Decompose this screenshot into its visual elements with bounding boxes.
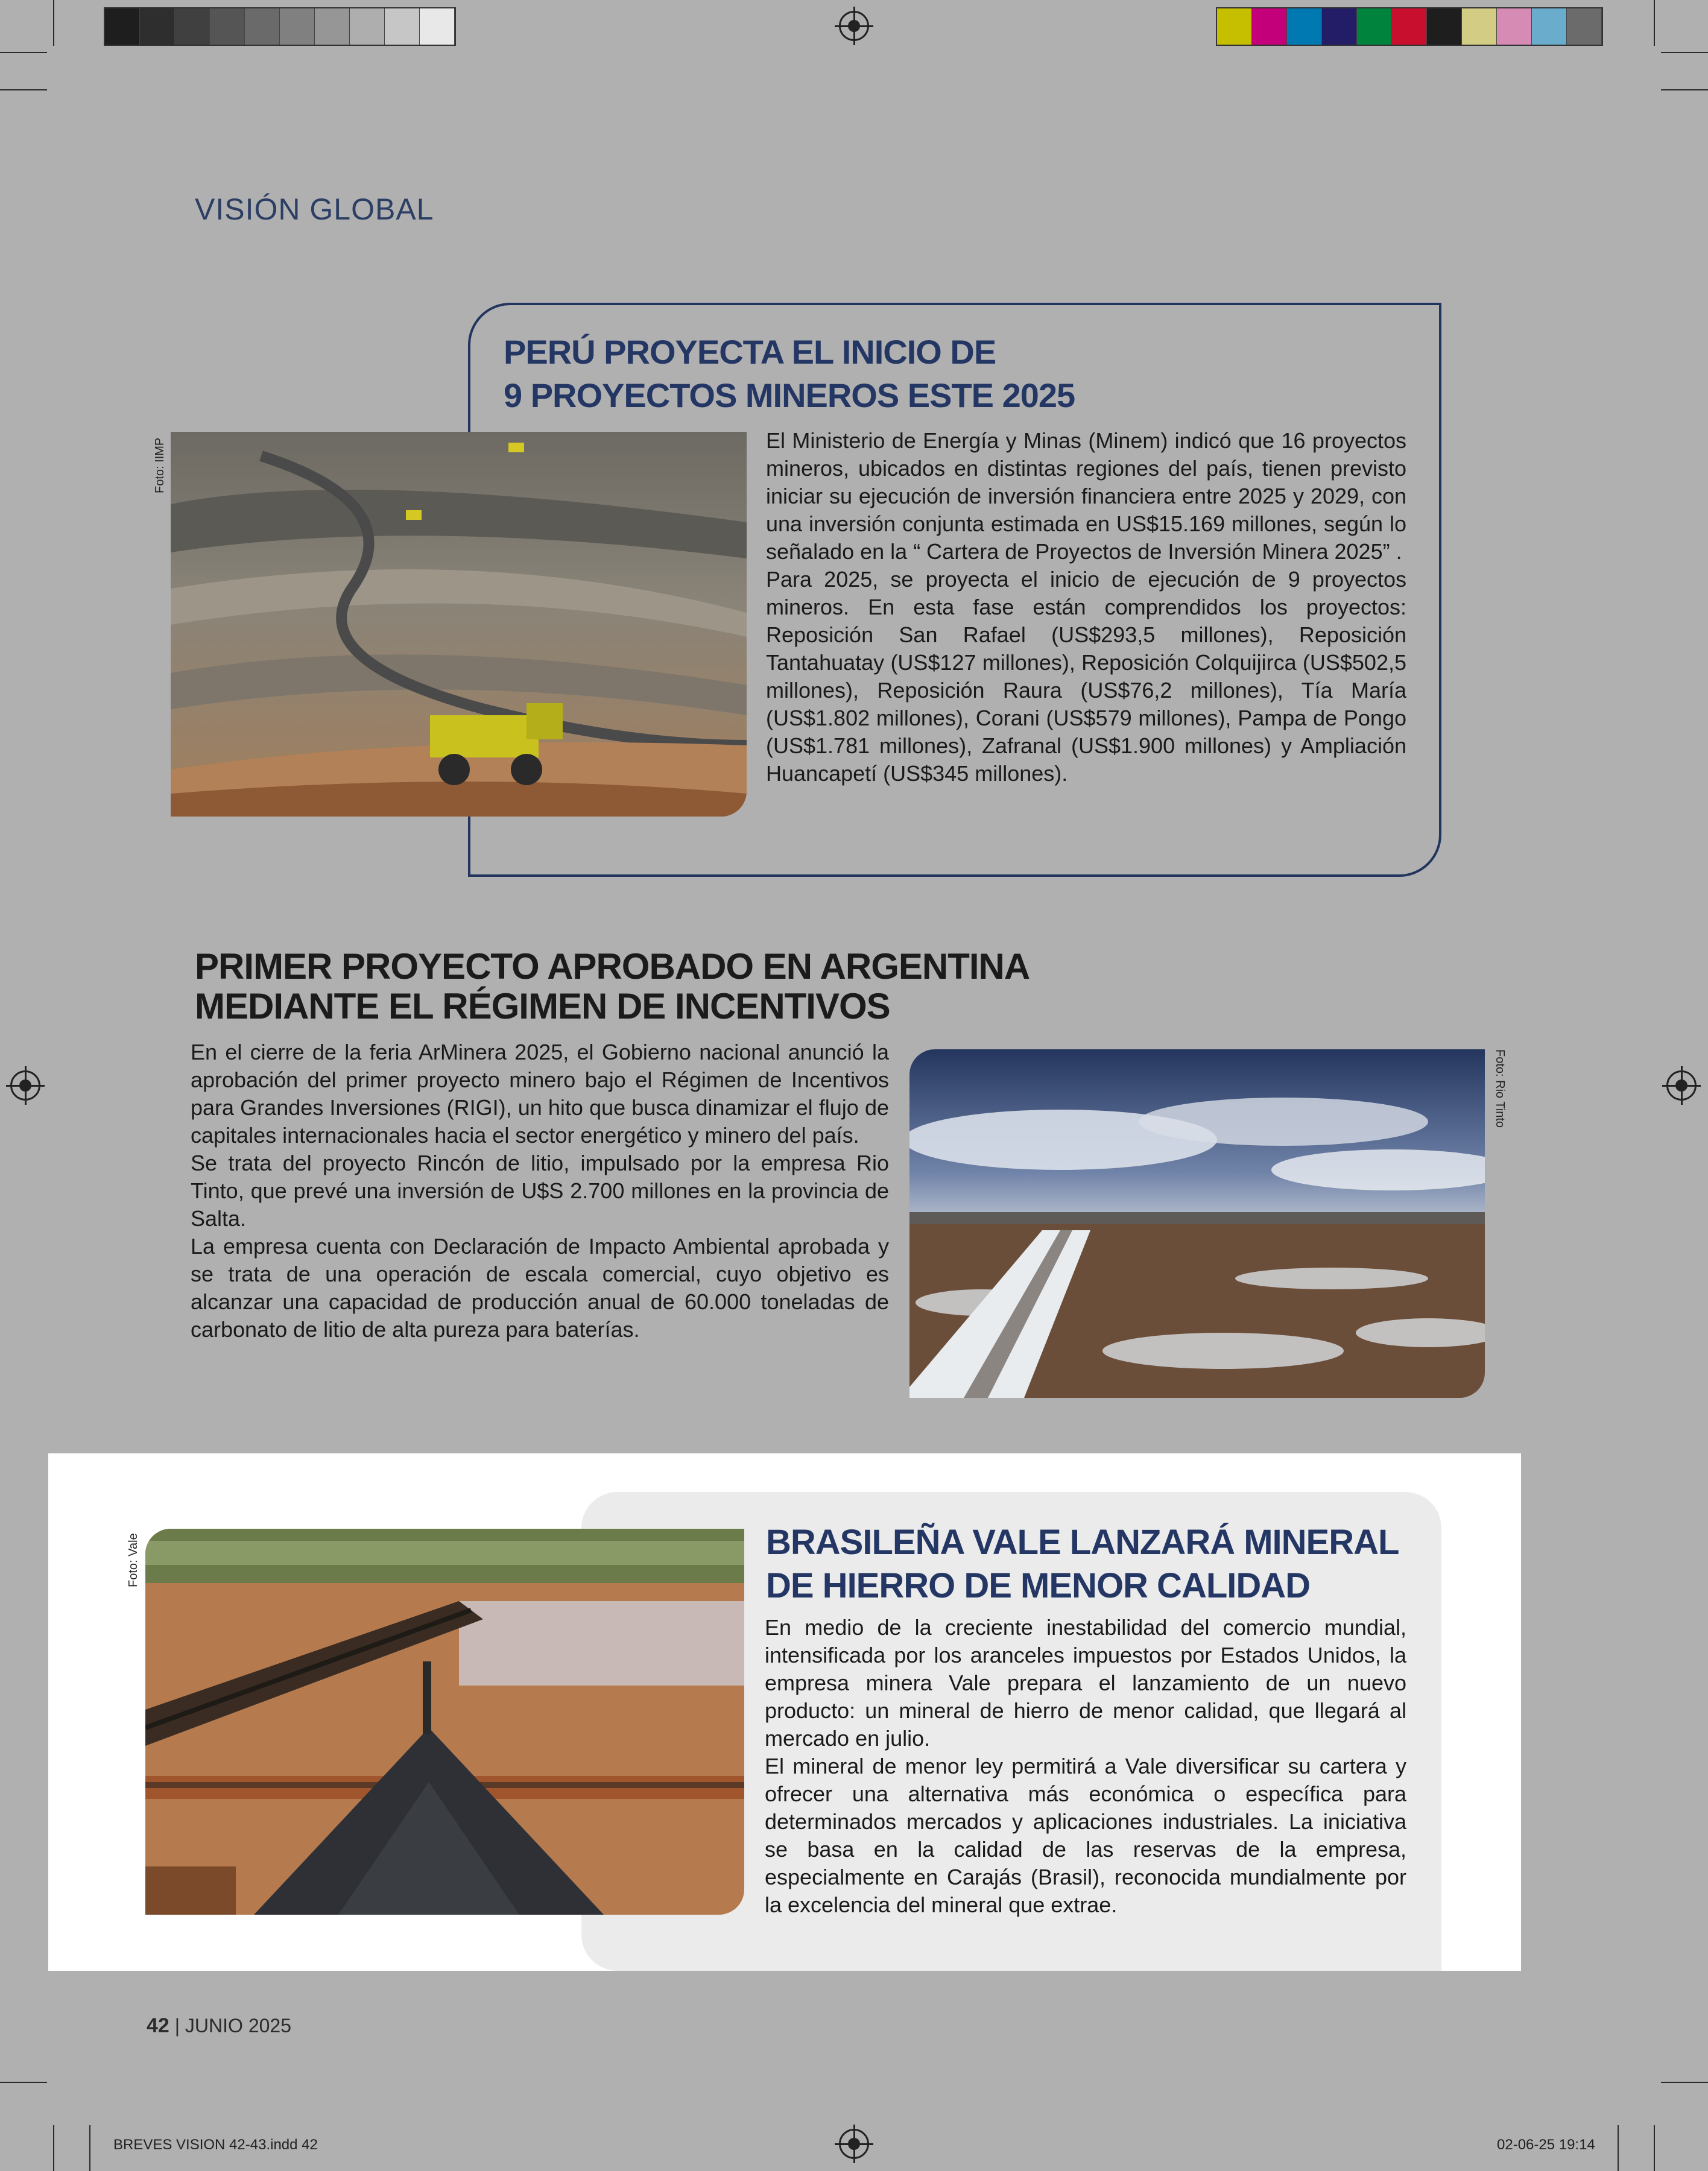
registration-mark (1666, 1070, 1697, 1101)
color-swatch (1392, 8, 1427, 45)
page-footer (147, 2014, 291, 2038)
article2-photo-credit: Foto: Rio Tinto (1493, 1049, 1507, 1128)
color-swatch (1532, 8, 1567, 45)
crop-mark (1661, 52, 1708, 53)
article1-body (766, 427, 1406, 788)
crop-mark (53, 0, 54, 46)
color-swatch (245, 8, 280, 45)
color-swatch (1357, 8, 1392, 45)
article2-body (191, 1038, 889, 1344)
article2-title-line2: MEDIANTE EL RÉGIMEN DE INCENTIVOS (195, 986, 890, 1026)
color-swatch (175, 8, 210, 45)
color-swatch (1217, 8, 1252, 45)
article3-paragraph: El mineral de menor ley permitirá a Vale diversificar su cartera y ofrecer una alternativa más económica o específica para determinados mercados y aplicaciones industriales. La iniciativa se basa en la calidad de las reservas de la empresa, especialmente en Carajás (Brasil), reconocida mundialmente por la excelencia del mineral que extrae. (765, 1754, 1406, 1917)
article1-title-line2: 9 PROYECTOS MINEROS ESTE 2025 (504, 376, 1075, 414)
crop-mark (0, 89, 47, 90)
crop-mark (0, 2082, 47, 2083)
color-swatch (420, 8, 455, 45)
color-swatch (350, 8, 385, 45)
crop-mark (0, 52, 47, 53)
crop-mark (53, 2125, 54, 2171)
crop-mark (1654, 2125, 1655, 2171)
section-label: VISIÓN GLOBAL (195, 192, 434, 226)
article1-photo-mine (171, 432, 747, 817)
crop-mark (1654, 0, 1655, 46)
article3-title (766, 1521, 1399, 1608)
color-swatch (1287, 8, 1322, 45)
color-swatch (140, 8, 175, 45)
article1-title-line1: PERÚ PROYECTA EL INICIO DE (504, 333, 996, 371)
crop-mark (1661, 89, 1708, 90)
article3-title-line2: DE HIERRO DE MENOR CALIDAD (766, 1566, 1311, 1605)
issue-date: JUNIO 2025 (185, 2015, 291, 2037)
article1-photo-credit: Foto: IIMP (153, 437, 166, 493)
color-swatch-strip (1216, 7, 1603, 46)
color-swatch (1427, 8, 1462, 45)
color-swatch (1567, 8, 1602, 45)
article1-paragraph: Para 2025, se proyecta el inicio de ejecución de 9 proyectos mineros. En esta fase están comprendidos los proyectos: Reposición San Rafael (US$293,5 millones), Reposición Tantahuatay (US$127 millones), Reposición Colquijirca (US$502,5 millones), Reposición Raura (US$76,2 millones), Tía María (US$1.802 millones), Corani (US$579 millones), Pampa de Pongo (US$1.781 millones), Zafranal (US$1.900 millones) y Ampliación Huancapetí (US$345 millones). (766, 567, 1406, 786)
article1-title (504, 330, 1075, 417)
registration-mark (839, 11, 869, 41)
color-swatch (1497, 8, 1532, 45)
crop-mark (1661, 2082, 1708, 2083)
color-swatch (1252, 8, 1287, 45)
crop-mark (1618, 2125, 1619, 2171)
article2-title (195, 947, 1030, 1026)
article2-paragraph: En el cierre de la feria ArMinera 2025, el Gobierno nacional anunció la aprobación del primer proyecto minero bajo el Régimen de Incentivos para Grandes Inversiones (RIGI), un hito que busca dinamizar el flujo de capitales internacionales hacia el sector energético y minero del país. (191, 1040, 889, 1148)
article3-paragraph: En medio de la creciente inestabilidad del comercio mundial, intensificada por los aranceles impuestos por Estados Unidos, la empresa minera Vale prepara el lanzamiento de un nuevo producto: un mineral de hierro de menor calidad, que llegará al mercado en julio. (765, 1615, 1406, 1751)
article2-photo-salt-flat (909, 1049, 1485, 1398)
article1-paragraph: El Ministerio de Energía y Minas (Minem) indicó que 16 proyectos mineros, ubicados en distintas regiones del país, tienen previsto iniciar su ejecución de inversión financiera entre 2025 y 2029, con una inversión conjunta estimada en US$15.169 millones, según lo señalado en la “ Cartera de Proyectos de Inversión Minera 2025” . (766, 428, 1406, 564)
color-swatch (1462, 8, 1497, 45)
slug-timestamp: 02-06-25 19:14 (1497, 2137, 1595, 2153)
color-swatch (1322, 8, 1357, 45)
color-swatch (210, 8, 245, 45)
article2-paragraph: Se trata del proyecto Rincón de litio, impulsado por la empresa Rio Tinto, que prevé una inversión de U$S 2.700 millones en la provincia de Salta. (191, 1151, 889, 1231)
color-swatch (105, 8, 140, 45)
color-swatch (385, 8, 420, 45)
page-number: 42 (147, 2014, 169, 2037)
registration-mark (10, 1070, 40, 1101)
article2-title-line1: PRIMER PROYECTO APROBADO EN ARGENTINA (195, 946, 1030, 987)
footer-separator: | (174, 2015, 180, 2037)
article3-body (765, 1614, 1406, 1919)
crop-mark (89, 2125, 90, 2171)
article2-paragraph: La empresa cuenta con Declaración de Impacto Ambiental aprobada y se trata de una operación de escala comercial, cuyo objetivo es alcanzar una capacidad de producción anual de 60.000 toneladas de carbonato de litio de alta pureza para baterías. (191, 1234, 889, 1342)
gray-swatch-strip (104, 7, 456, 46)
slug-filename: BREVES VISION 42-43.indd 42 (113, 2137, 318, 2153)
registration-mark (839, 2129, 869, 2159)
article3-photo-iron-ore (145, 1529, 744, 1915)
article3-title-line1: BRASILEÑA VALE LANZARÁ MINERAL (766, 1523, 1399, 1562)
color-swatch (280, 8, 315, 45)
color-swatch (315, 8, 350, 45)
article3-photo-credit: Foto: Vale (127, 1533, 140, 1587)
